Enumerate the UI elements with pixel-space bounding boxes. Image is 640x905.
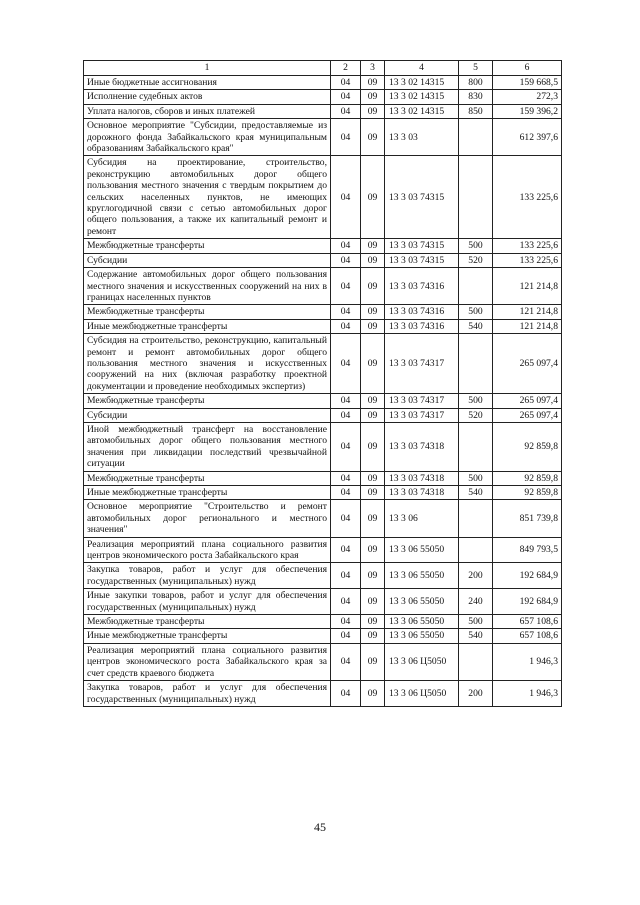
row-section-cell: 04 bbox=[331, 629, 361, 643]
row-name-cell: Содержание автомобильных дорог общего пользования местного значения и искусственных сооружений на них в границах населенных пунктов bbox=[84, 268, 331, 305]
row-expense-type-cell bbox=[459, 119, 493, 156]
table-row bbox=[84, 629, 562, 643]
row-subsection-cell: 09 bbox=[361, 239, 385, 253]
header-col-2: 2 bbox=[331, 61, 361, 76]
row-subsection-cell: 09 bbox=[361, 615, 385, 629]
row-subsection-cell: 09 bbox=[361, 589, 385, 615]
row-expense-type-cell bbox=[459, 500, 493, 537]
table-row bbox=[84, 394, 562, 408]
row-subsection-cell: 09 bbox=[361, 422, 385, 471]
row-subsection-cell: 09 bbox=[361, 537, 385, 563]
table-row bbox=[84, 239, 562, 253]
row-subsection-cell: 09 bbox=[361, 500, 385, 537]
row-name-cell: Уплата налогов, сборов и иных платежей bbox=[84, 104, 331, 118]
header-col-1: 1 bbox=[84, 61, 331, 76]
row-subsection-cell: 09 bbox=[361, 305, 385, 319]
row-target-code-cell: 13 3 03 74315 bbox=[385, 239, 459, 253]
row-expense-type-cell: 240 bbox=[459, 589, 493, 615]
row-expense-type-cell: 500 bbox=[459, 394, 493, 408]
row-section-cell: 04 bbox=[331, 563, 361, 589]
row-name-cell: Иные межбюджетные трансферты bbox=[84, 629, 331, 643]
row-amount-cell: 133 225,6 bbox=[493, 253, 562, 267]
row-name-cell: Исполнение судебных актов bbox=[84, 90, 331, 104]
row-target-code-cell: 13 3 06 Ц5050 bbox=[385, 643, 459, 680]
table-row bbox=[84, 486, 562, 500]
row-subsection-cell: 09 bbox=[361, 629, 385, 643]
row-amount-cell: 92 859,8 bbox=[493, 471, 562, 485]
row-subsection-cell: 09 bbox=[361, 334, 385, 394]
row-expense-type-cell: 200 bbox=[459, 563, 493, 589]
row-name-cell: Межбюджетные трансферты bbox=[84, 394, 331, 408]
row-subsection-cell: 09 bbox=[361, 156, 385, 239]
table-row bbox=[84, 305, 562, 319]
row-expense-type-cell: 540 bbox=[459, 629, 493, 643]
row-expense-type-cell: 800 bbox=[459, 76, 493, 90]
row-subsection-cell: 09 bbox=[361, 681, 385, 707]
header-col-3: 3 bbox=[361, 61, 385, 76]
row-target-code-cell: 13 3 06 55050 bbox=[385, 563, 459, 589]
row-name-cell: Иной межбюджетный трансферт на восстановление автомобильных дорог общего пользования местного значения при ликвидации последствий чрезвычайной ситуации bbox=[84, 422, 331, 471]
row-section-cell: 04 bbox=[331, 268, 361, 305]
row-expense-type-cell bbox=[459, 422, 493, 471]
row-subsection-cell: 09 bbox=[361, 253, 385, 267]
row-name-cell: Субсидии bbox=[84, 253, 331, 267]
row-subsection-cell: 09 bbox=[361, 319, 385, 333]
row-target-code-cell: 13 3 02 14315 bbox=[385, 76, 459, 90]
row-expense-type-cell: 520 bbox=[459, 253, 493, 267]
row-section-cell: 04 bbox=[331, 76, 361, 90]
row-target-code-cell: 13 3 03 74317 bbox=[385, 408, 459, 422]
row-expense-type-cell bbox=[459, 334, 493, 394]
row-expense-type-cell bbox=[459, 156, 493, 239]
table-row bbox=[84, 334, 562, 394]
row-name-cell: Межбюджетные трансферты bbox=[84, 305, 331, 319]
row-section-cell: 04 bbox=[331, 394, 361, 408]
row-amount-cell: 612 397,6 bbox=[493, 119, 562, 156]
row-subsection-cell: 09 bbox=[361, 486, 385, 500]
row-section-cell: 04 bbox=[331, 643, 361, 680]
row-amount-cell: 133 225,6 bbox=[493, 156, 562, 239]
row-amount-cell: 657 108,6 bbox=[493, 629, 562, 643]
row-expense-type-cell: 500 bbox=[459, 239, 493, 253]
row-section-cell: 04 bbox=[331, 119, 361, 156]
row-amount-cell: 265 097,4 bbox=[493, 334, 562, 394]
row-target-code-cell: 13 3 03 74318 bbox=[385, 471, 459, 485]
table-row bbox=[84, 537, 562, 563]
row-amount-cell: 265 097,4 bbox=[493, 408, 562, 422]
row-amount-cell: 657 108,6 bbox=[493, 615, 562, 629]
table-header-row bbox=[84, 61, 562, 76]
row-name-cell: Иные межбюджетные трансферты bbox=[84, 319, 331, 333]
row-target-code-cell: 13 3 06 55050 bbox=[385, 537, 459, 563]
table-row bbox=[84, 643, 562, 680]
row-subsection-cell: 09 bbox=[361, 268, 385, 305]
row-name-cell: Закупка товаров, работ и услуг для обеспечения государственных (муниципальных) нужд bbox=[84, 563, 331, 589]
row-section-cell: 04 bbox=[331, 156, 361, 239]
row-amount-cell: 133 225,6 bbox=[493, 239, 562, 253]
row-section-cell: 04 bbox=[331, 589, 361, 615]
row-target-code-cell: 13 3 06 55050 bbox=[385, 629, 459, 643]
row-amount-cell: 272,3 bbox=[493, 90, 562, 104]
row-section-cell: 04 bbox=[331, 239, 361, 253]
row-section-cell: 04 bbox=[331, 422, 361, 471]
row-expense-type-cell: 850 bbox=[459, 104, 493, 118]
row-expense-type-cell bbox=[459, 643, 493, 680]
row-amount-cell: 121 214,8 bbox=[493, 319, 562, 333]
row-target-code-cell: 13 3 03 74317 bbox=[385, 394, 459, 408]
page-number: 45 bbox=[314, 820, 326, 834]
row-section-cell: 04 bbox=[331, 104, 361, 118]
budget-table-body bbox=[84, 61, 562, 707]
row-target-code-cell: 13 3 03 74318 bbox=[385, 422, 459, 471]
row-subsection-cell: 09 bbox=[361, 394, 385, 408]
budget-table bbox=[83, 60, 562, 707]
row-section-cell: 04 bbox=[331, 615, 361, 629]
row-target-code-cell: 13 3 02 14315 bbox=[385, 90, 459, 104]
row-name-cell: Субсидия на проектирование, строительство, реконструкцию автомобильных дорог общего пользования местного значения с твердым покрытием до сельских населенных пунктов, не имеющих круглогодичной связи с сетью автомобильных дорог общего пользования, а также их капитальный ремонт и ремонт bbox=[84, 156, 331, 239]
row-expense-type-cell: 200 bbox=[459, 681, 493, 707]
row-amount-cell: 121 214,8 bbox=[493, 268, 562, 305]
table-row bbox=[84, 76, 562, 90]
budget-table-sheet bbox=[83, 60, 561, 707]
row-name-cell: Иные межбюджетные трансферты bbox=[84, 486, 331, 500]
row-name-cell: Субсидии bbox=[84, 408, 331, 422]
row-name-cell: Субсидия на строительство, реконструкцию, капитальный ремонт и ремонт автомобильных дорог общего пользования местного значения и искусственных сооружений на них (включая разработку проектной документации и проведение необходимых экспертиз) bbox=[84, 334, 331, 394]
table-row bbox=[84, 500, 562, 537]
table-row bbox=[84, 104, 562, 118]
row-name-cell: Основное мероприятие "Строительство и ремонт автомобильных дорог регионального и местного значения" bbox=[84, 500, 331, 537]
row-expense-type-cell: 500 bbox=[459, 615, 493, 629]
row-section-cell: 04 bbox=[331, 471, 361, 485]
row-section-cell: 04 bbox=[331, 305, 361, 319]
row-section-cell: 04 bbox=[331, 90, 361, 104]
row-expense-type-cell: 500 bbox=[459, 305, 493, 319]
row-target-code-cell: 13 3 03 74315 bbox=[385, 253, 459, 267]
table-row bbox=[84, 422, 562, 471]
row-subsection-cell: 09 bbox=[361, 643, 385, 680]
row-amount-cell: 265 097,4 bbox=[493, 394, 562, 408]
row-amount-cell: 849 793,5 bbox=[493, 537, 562, 563]
row-target-code-cell: 13 3 03 74318 bbox=[385, 486, 459, 500]
row-expense-type-cell: 540 bbox=[459, 486, 493, 500]
row-name-cell: Межбюджетные трансферты bbox=[84, 615, 331, 629]
row-subsection-cell: 09 bbox=[361, 408, 385, 422]
row-target-code-cell: 13 3 03 74316 bbox=[385, 268, 459, 305]
row-section-cell: 04 bbox=[331, 334, 361, 394]
row-amount-cell: 159 668,5 bbox=[493, 76, 562, 90]
row-name-cell: Основное мероприятие "Субсидии, предоставляемые из дорожного фонда Забайкальского края муниципальным образованиям Забайкальского края" bbox=[84, 119, 331, 156]
row-target-code-cell: 13 3 03 74316 bbox=[385, 319, 459, 333]
row-name-cell: Реализация мероприятий плана социального развития центров экономического роста Забайкальского края bbox=[84, 537, 331, 563]
row-expense-type-cell bbox=[459, 268, 493, 305]
row-amount-cell: 159 396,2 bbox=[493, 104, 562, 118]
table-row bbox=[84, 156, 562, 239]
row-target-code-cell: 13 3 03 74317 bbox=[385, 334, 459, 394]
row-amount-cell: 92 859,8 bbox=[493, 422, 562, 471]
row-expense-type-cell bbox=[459, 537, 493, 563]
row-name-cell: Иные бюджетные ассигнования bbox=[84, 76, 331, 90]
table-row bbox=[84, 681, 562, 707]
row-name-cell: Реализация мероприятий плана социального развития центров экономического роста Забайкальского края за счет средств краевого бюджета bbox=[84, 643, 331, 680]
row-target-code-cell: 13 3 03 bbox=[385, 119, 459, 156]
row-amount-cell: 121 214,8 bbox=[493, 305, 562, 319]
row-target-code-cell: 13 3 06 bbox=[385, 500, 459, 537]
table-row bbox=[84, 90, 562, 104]
row-amount-cell: 1 946,3 bbox=[493, 681, 562, 707]
row-target-code-cell: 13 3 06 55050 bbox=[385, 589, 459, 615]
table-row bbox=[84, 253, 562, 267]
row-section-cell: 04 bbox=[331, 253, 361, 267]
row-name-cell: Закупка товаров, работ и услуг для обеспечения государственных (муниципальных) нужд bbox=[84, 681, 331, 707]
row-expense-type-cell: 520 bbox=[459, 408, 493, 422]
row-subsection-cell: 09 bbox=[361, 76, 385, 90]
row-amount-cell: 192 684,9 bbox=[493, 563, 562, 589]
row-section-cell: 04 bbox=[331, 319, 361, 333]
row-section-cell: 04 bbox=[331, 500, 361, 537]
row-target-code-cell: 13 3 02 14315 bbox=[385, 104, 459, 118]
row-name-cell: Иные закупки товаров, работ и услуг для обеспечения государственных (муниципальных) нужд bbox=[84, 589, 331, 615]
table-row bbox=[84, 471, 562, 485]
table-row bbox=[84, 408, 562, 422]
row-section-cell: 04 bbox=[331, 537, 361, 563]
row-subsection-cell: 09 bbox=[361, 471, 385, 485]
row-section-cell: 04 bbox=[331, 681, 361, 707]
row-subsection-cell: 09 bbox=[361, 104, 385, 118]
table-row bbox=[84, 119, 562, 156]
row-subsection-cell: 09 bbox=[361, 119, 385, 156]
row-amount-cell: 92 859,8 bbox=[493, 486, 562, 500]
row-name-cell: Межбюджетные трансферты bbox=[84, 239, 331, 253]
row-expense-type-cell: 540 bbox=[459, 319, 493, 333]
row-subsection-cell: 09 bbox=[361, 563, 385, 589]
header-col-6: 6 bbox=[493, 61, 562, 76]
row-section-cell: 04 bbox=[331, 486, 361, 500]
header-col-5: 5 bbox=[459, 61, 493, 76]
row-target-code-cell: 13 3 03 74316 bbox=[385, 305, 459, 319]
row-expense-type-cell: 500 bbox=[459, 471, 493, 485]
table-row bbox=[84, 268, 562, 305]
row-amount-cell: 1 946,3 bbox=[493, 643, 562, 680]
table-row bbox=[84, 615, 562, 629]
row-subsection-cell: 09 bbox=[361, 90, 385, 104]
row-amount-cell: 851 739,8 bbox=[493, 500, 562, 537]
table-row bbox=[84, 589, 562, 615]
row-section-cell: 04 bbox=[331, 408, 361, 422]
row-expense-type-cell: 830 bbox=[459, 90, 493, 104]
row-amount-cell: 192 684,9 bbox=[493, 589, 562, 615]
row-target-code-cell: 13 3 06 55050 bbox=[385, 615, 459, 629]
row-target-code-cell: 13 3 03 74315 bbox=[385, 156, 459, 239]
table-row bbox=[84, 319, 562, 333]
table-row bbox=[84, 563, 562, 589]
row-name-cell: Межбюджетные трансферты bbox=[84, 471, 331, 485]
header-col-4: 4 bbox=[385, 61, 459, 76]
row-target-code-cell: 13 3 06 Ц5050 bbox=[385, 681, 459, 707]
